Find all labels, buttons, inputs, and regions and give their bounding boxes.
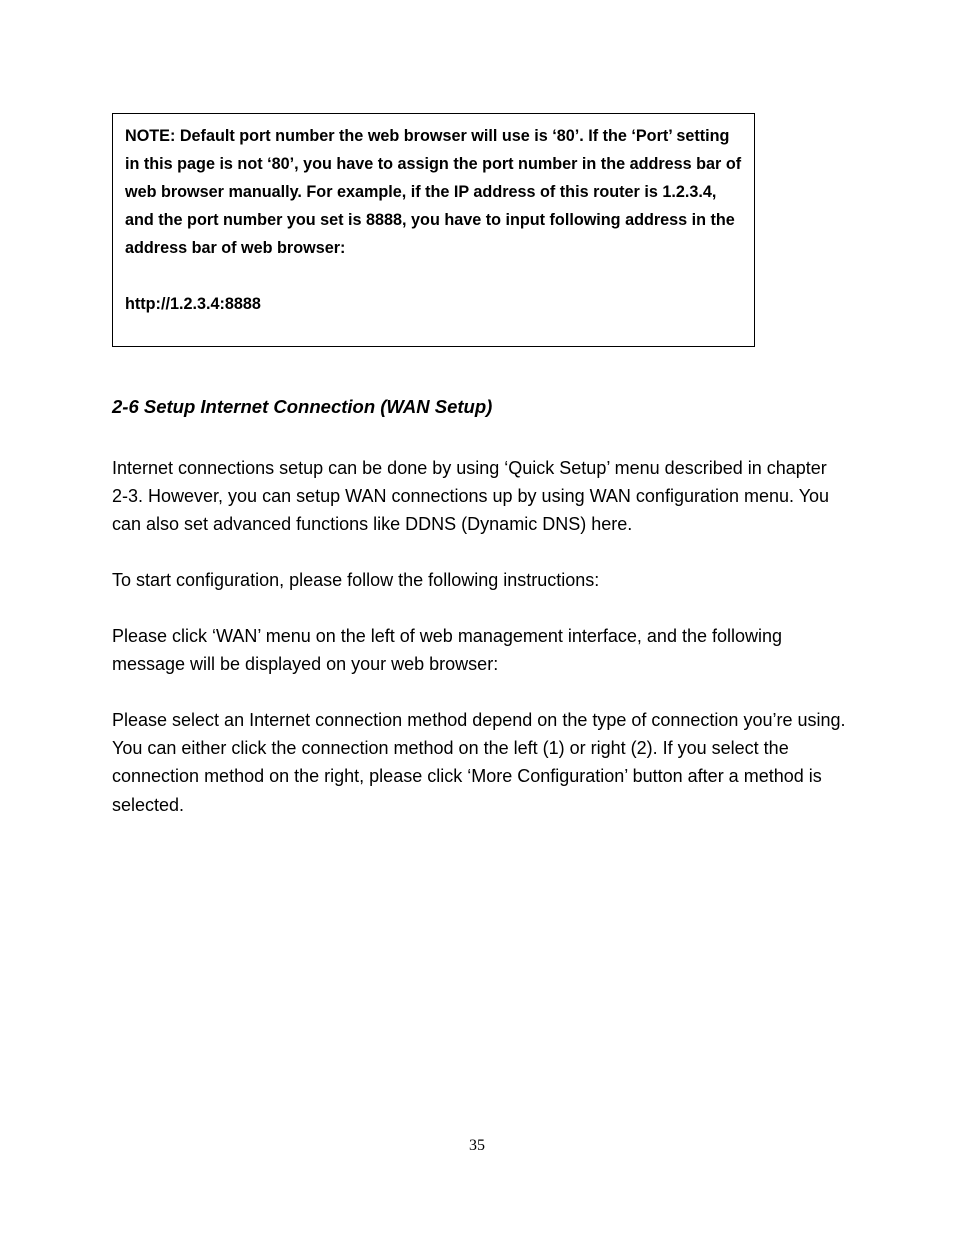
note-text: NOTE: Default port number the web browser will use is ‘80’. If the ‘Port’ setting in this page is not ‘80’, you have to assign the port number in the address bar of web browser manually. For example, if the IP address of this router is 1.2.3.4, and the port number you set is 8888, you have to input following address in the address bar of web browser: bbox=[125, 127, 742, 257]
paragraph-start-configuration: To start configuration, please follow the following instructions: bbox=[112, 570, 600, 590]
note-box bbox=[112, 113, 755, 347]
note-example-url: http://1.2.3.4:8888 bbox=[125, 295, 261, 313]
paragraph-intro: Internet connections setup can be done by using ‘Quick Setup’ menu described in chapter 2-3. However, you can setup WAN connections up by using WAN configuration menu. You can also set advanced functions like DDNS (Dynamic DNS) here. bbox=[112, 458, 830, 535]
section-heading: 2-6 Setup Internet Connection (WAN Setup) bbox=[112, 396, 493, 417]
paragraph-select-method: Please select an Internet connection method depend on the type of connection you’re using. You can either click the connection method on the left (1) or right (2). If you select the connection method on the right, please click ‘More Configuration’ button after a method is selected. bbox=[112, 710, 846, 815]
page-number: 35 bbox=[469, 1137, 485, 1154]
paragraph-click-wan: Please click ‘WAN’ menu on the left of web management interface, and the following message will be displayed on your web browser: bbox=[112, 626, 783, 675]
